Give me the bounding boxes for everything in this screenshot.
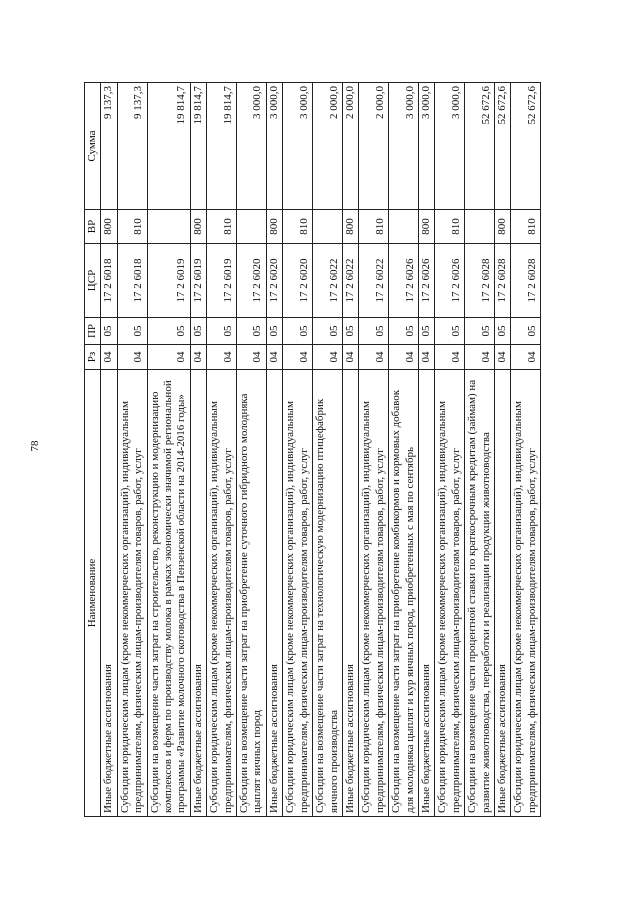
cell-rz: 04 (511, 345, 541, 370)
cell-csr: 17 2 6018 (101, 244, 117, 318)
table-row (359, 83, 389, 817)
cell-name: Субсидии на возмещение части затрат на приобретение суточного гибридного молодняка цыплят яичных пород (237, 370, 267, 817)
cell-sum: 3 000,0 (418, 83, 434, 210)
cell-sum: 3 000,0 (237, 83, 267, 210)
cell-vr: 810 (359, 210, 389, 244)
cell-pr: 05 (147, 318, 190, 345)
cell-rz: 04 (494, 345, 510, 370)
cell-sum: 52 672,6 (494, 83, 510, 210)
cell-csr: 17 2 6028 (465, 244, 495, 318)
cell-pr: 05 (117, 318, 147, 345)
cell-vr (389, 210, 419, 244)
cell-sum: 3 000,0 (266, 83, 282, 210)
cell-pr: 05 (266, 318, 282, 345)
cell-csr: 17 2 6026 (418, 244, 434, 318)
cell-vr (237, 210, 267, 244)
table-row (147, 83, 190, 817)
cell-pr: 05 (435, 318, 465, 345)
cell-rz: 04 (117, 345, 147, 370)
cell-name: Субсидии юридическим лицам (кроме некоммерческих организаций), индивидуальным предпринимателям, физическим лицам-производителям товаров, работ, услуг (511, 370, 541, 817)
table-row (418, 83, 434, 817)
cell-pr: 05 (237, 318, 267, 345)
cell-rz: 04 (101, 345, 117, 370)
table-row (117, 83, 147, 817)
cell-csr: 17 2 6022 (342, 244, 358, 318)
cell-sum: 52 672,6 (511, 83, 541, 210)
cell-rz: 04 (283, 345, 313, 370)
cell-rz: 04 (190, 345, 206, 370)
cell-name: Субсидии на возмещение части затрат на приобретение комбикормов и кормовых добавок для молодняка цыплят и кур яичных пород, приобретенных с мая по сентябрь (389, 370, 419, 817)
cell-csr: 17 2 6026 (389, 244, 419, 318)
cell-pr: 05 (465, 318, 495, 345)
cell-pr: 05 (207, 318, 237, 345)
cell-vr: 810 (207, 210, 237, 244)
cell-rz: 04 (207, 345, 237, 370)
cell-sum: 2 000,0 (313, 83, 343, 210)
cell-sum: 3 000,0 (283, 83, 313, 210)
header-rz: Рз (85, 345, 101, 370)
cell-csr: 17 2 6019 (190, 244, 206, 318)
cell-vr (313, 210, 343, 244)
cell-pr: 05 (342, 318, 358, 345)
header-pr: ПР (85, 318, 101, 345)
table-header-row (85, 83, 101, 817)
table-row (283, 83, 313, 817)
cell-name: Иные бюджетные ассигнования (190, 370, 206, 817)
cell-vr: 800 (190, 210, 206, 244)
header-sum: Сумма (85, 83, 101, 210)
cell-name: Субсидии юридическим лицам (кроме некоммерческих организаций), индивидуальным предпринимателям, физическим лицам-производителям товаров, работ, услуг (207, 370, 237, 817)
cell-name: Субсидии юридическим лицам (кроме некоммерческих организаций), индивидуальным предпринимателям, физическим лицам-производителям товаров, работ, услуг (359, 370, 389, 817)
cell-vr: 810 (435, 210, 465, 244)
page-number: 78 (29, 440, 41, 452)
cell-pr: 05 (511, 318, 541, 345)
cell-csr: 17 2 6018 (117, 244, 147, 318)
cell-vr: 810 (283, 210, 313, 244)
cell-vr: 810 (511, 210, 541, 244)
table-row (494, 83, 510, 817)
cell-pr: 05 (418, 318, 434, 345)
cell-name: Субсидии юридическим лицам (кроме некоммерческих организаций), индивидуальным предпринимателям, физическим лицам-производителям товаров, работ, услуг (283, 370, 313, 817)
cell-vr: 800 (494, 210, 510, 244)
cell-name: Иные бюджетные ассигнования (101, 370, 117, 817)
cell-rz: 04 (237, 345, 267, 370)
cell-name: Иные бюджетные ассигнования (266, 370, 282, 817)
table-row (313, 83, 343, 817)
cell-pr: 05 (313, 318, 343, 345)
table-row (389, 83, 419, 817)
cell-csr: 17 2 6022 (359, 244, 389, 318)
cell-csr: 17 2 6028 (511, 244, 541, 318)
cell-name: Субсидии юридическим лицам (кроме некоммерческих организаций), индивидуальным предпринимателям, физическим лицам-производителям товаров, работ, услуг (117, 370, 147, 817)
cell-rz: 04 (418, 345, 434, 370)
table-row (465, 83, 495, 817)
cell-vr: 800 (342, 210, 358, 244)
cell-sum: 3 000,0 (389, 83, 419, 210)
table-row (190, 83, 206, 817)
cell-vr: 810 (117, 210, 147, 244)
cell-name: Субсидии на возмещение части затрат на технологическую модернизацию птицефабрик яичного производства (313, 370, 343, 817)
cell-pr: 05 (389, 318, 419, 345)
cell-name: Иные бюджетные ассигнования (418, 370, 434, 817)
cell-pr: 05 (190, 318, 206, 345)
cell-sum: 19 814,7 (147, 83, 190, 210)
header-vr: ВР (85, 210, 101, 244)
table-row (266, 83, 282, 817)
cell-csr: 17 2 6020 (266, 244, 282, 318)
cell-sum: 52 672,6 (465, 83, 495, 210)
cell-rz: 04 (435, 345, 465, 370)
header-csr: ЦСР (85, 244, 101, 318)
cell-sum: 19 814,7 (190, 83, 206, 210)
cell-rz: 04 (359, 345, 389, 370)
cell-vr: 800 (101, 210, 117, 244)
table-row (101, 83, 117, 817)
cell-csr: 17 2 6019 (207, 244, 237, 318)
cell-pr: 05 (101, 318, 117, 345)
cell-sum: 2 000,0 (359, 83, 389, 210)
cell-sum: 9 137,3 (117, 83, 147, 210)
cell-rz: 04 (465, 345, 495, 370)
cell-csr: 17 2 6022 (313, 244, 343, 318)
rotated-table-frame (84, 83, 555, 817)
cell-name: Иные бюджетные ассигнования (342, 370, 358, 817)
cell-rz: 04 (266, 345, 282, 370)
cell-csr: 17 2 6019 (147, 244, 190, 318)
header-name: Наименование (85, 370, 101, 817)
cell-csr: 17 2 6020 (283, 244, 313, 318)
cell-sum: 2 000,0 (342, 83, 358, 210)
cell-name: Субсидии на возмещение части процентной ставки по краткосрочным кредитам (займам) на развитие животноводства, переработки и реализации продукции животноводства (465, 370, 495, 817)
cell-rz: 04 (313, 345, 343, 370)
cell-vr (465, 210, 495, 244)
table-row (237, 83, 267, 817)
cell-name: Иные бюджетные ассигнования (494, 370, 510, 817)
table-row (207, 83, 237, 817)
cell-sum: 9 137,3 (101, 83, 117, 210)
cell-sum: 3 000,0 (435, 83, 465, 210)
budget-table (84, 82, 541, 817)
cell-vr (147, 210, 190, 244)
cell-rz: 04 (389, 345, 419, 370)
cell-csr: 17 2 6028 (494, 244, 510, 318)
table-body (101, 83, 541, 817)
cell-csr: 17 2 6020 (237, 244, 267, 318)
table-sheet (84, 83, 555, 817)
cell-pr: 05 (494, 318, 510, 345)
table-row (435, 83, 465, 817)
cell-pr: 05 (359, 318, 389, 345)
cell-rz: 04 (342, 345, 358, 370)
cell-csr: 17 2 6026 (435, 244, 465, 318)
cell-pr: 05 (283, 318, 313, 345)
table-row (342, 83, 358, 817)
cell-sum: 19 814,7 (207, 83, 237, 210)
cell-name: Субсидии юридическим лицам (кроме некоммерческих организаций), индивидуальным предпринимателям, физическим лицам-производителям товаров, работ, услуг (435, 370, 465, 817)
cell-rz: 04 (147, 345, 190, 370)
cell-vr: 800 (418, 210, 434, 244)
cell-vr: 800 (266, 210, 282, 244)
cell-name: Субсидии на возмещение части затрат на строительство, реконструкцию и модернизацию комплексов и ферм по производству молока в рамках экономически значимой региональной программы «Развитие молочного скотоводства в Пензенской области на 2014-2016 годы» (147, 370, 190, 817)
table-row (511, 83, 541, 817)
